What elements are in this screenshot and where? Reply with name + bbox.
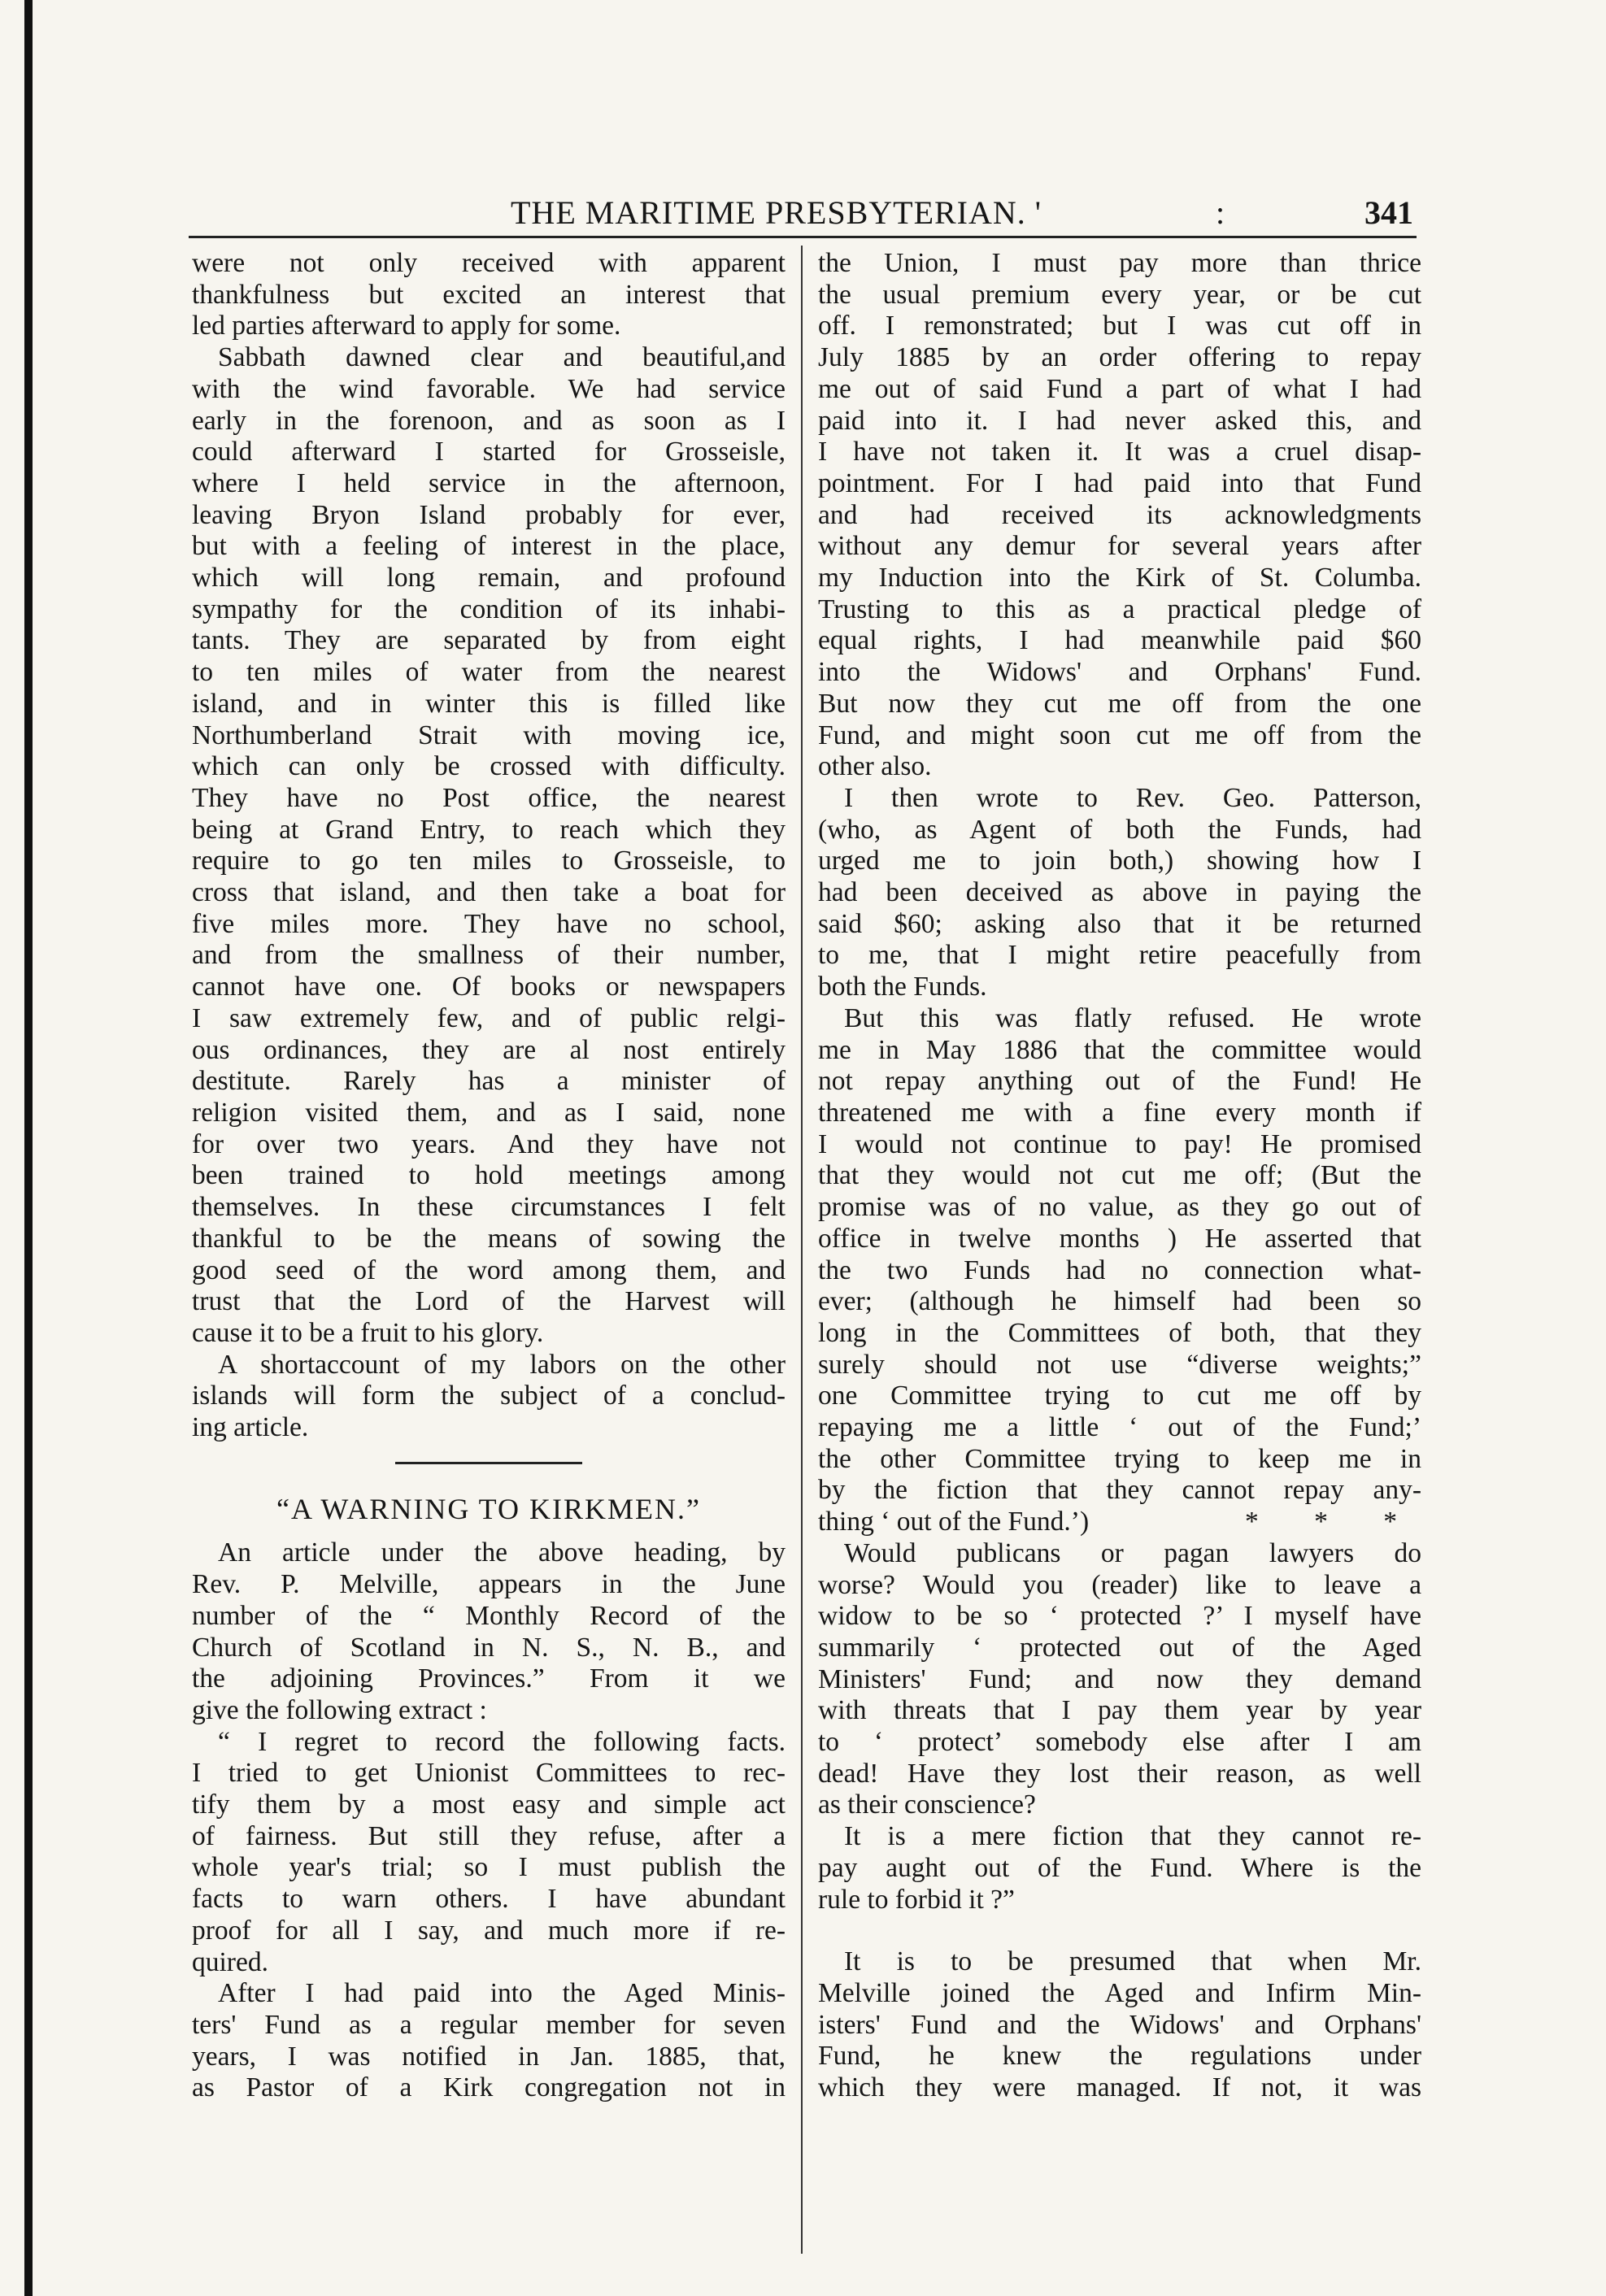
text-line: were not only received with apparent bbox=[192, 248, 786, 278]
text-line: Trusting to this as a practical pledge of bbox=[818, 594, 1421, 624]
text-line: to ‘ protect’ somebody else after I am bbox=[818, 1727, 1421, 1758]
text-line: “ I regret to record the following facts. bbox=[218, 1726, 786, 1757]
text-line: pointment. For I had paid into that Fund bbox=[818, 467, 1421, 498]
text-line: could afterward I started for Grosseisle, bbox=[192, 437, 786, 467]
text-line: to me, that I might retire peacefully from bbox=[818, 940, 1421, 971]
text-line: of fairness. But still they refuse, after a bbox=[192, 1820, 786, 1851]
paragraph-gap bbox=[818, 1916, 1421, 1946]
text-line: ters' Fund as a regular member for seven bbox=[192, 2009, 786, 2040]
text-line: thankful to be the means of sowing the bbox=[192, 1223, 786, 1254]
text-line: An article under the above heading, by bbox=[218, 1537, 786, 1568]
text-line: Melville joined the Aged and Infirm Min- bbox=[818, 1977, 1421, 2008]
text-line: religion visited them, and as I said, none bbox=[192, 1097, 786, 1128]
text-line: had been deceived as above in paying the bbox=[818, 877, 1421, 908]
text-line: without any demur for several years after bbox=[818, 531, 1421, 562]
text-line: good seed of the word among them, and bbox=[192, 1255, 786, 1285]
text-line: which they were managed. If not, it was bbox=[818, 2072, 1421, 2103]
text-line: me out of said Fund a part of what I had bbox=[818, 373, 1421, 404]
text-line: summarily ‘ protected out of the Aged bbox=[818, 1632, 1421, 1663]
text-line: island, and in winter this is filled like bbox=[192, 688, 786, 719]
text-line: ous ordinances, they are al nost entirely bbox=[192, 1034, 786, 1065]
text-line: islands will form the subject of a conclud- bbox=[192, 1381, 786, 1411]
text-line: dead! Have they lost their reason, as well bbox=[818, 1758, 1421, 1789]
text-line: with the wind favorable. We had service bbox=[192, 373, 786, 404]
text-line: surely should not use “diverse weights;” bbox=[818, 1349, 1421, 1380]
text-line: Would publicans or pagan lawyers do bbox=[844, 1537, 1421, 1568]
text-line: tify them by a most easy and simple act bbox=[192, 1789, 786, 1820]
text-line: one Committee trying to cut me off by bbox=[818, 1381, 1421, 1411]
text-line: five miles more. They have no school, bbox=[192, 908, 786, 939]
text-line: off. I remonstrated; but I was cut off in bbox=[818, 311, 1421, 341]
text-line: After I had paid into the Aged Minis- bbox=[218, 1978, 786, 2009]
text-line: the adjoining Provinces.” From it we bbox=[192, 1663, 786, 1694]
text-line: promise was of no value, as they go out of bbox=[818, 1192, 1421, 1223]
text-line: themselves. In these circumstances I felt bbox=[192, 1192, 786, 1223]
text-line: Ministers' Fund; and now they demand bbox=[818, 1663, 1421, 1694]
header-rule bbox=[189, 236, 1417, 238]
running-head bbox=[194, 194, 1413, 231]
paragraph bbox=[192, 1350, 786, 1444]
text-line: pay aught out of the Fund. Where is the bbox=[818, 1852, 1421, 1883]
text-line: leaving Bryon Island probably for ever, bbox=[192, 499, 786, 530]
text-line: But now they cut me off from the one bbox=[818, 688, 1421, 719]
text-line: paid into it. I had never asked this, and bbox=[818, 405, 1421, 436]
ellipsis-stars: * * * bbox=[1245, 1507, 1421, 1537]
text-line: thankfulness but excited an interest that bbox=[192, 279, 786, 310]
left-column bbox=[192, 248, 786, 2104]
text-line: A shortaccount of my labors on the other bbox=[218, 1349, 786, 1380]
paragraph bbox=[818, 1821, 1421, 1916]
text-line: They have no Post office, the nearest bbox=[192, 782, 786, 813]
text-line: ever; (although he himself had been so bbox=[818, 1286, 1421, 1317]
text-line: other also. bbox=[818, 751, 932, 782]
text-line: I saw extremely few, and of public relgi- bbox=[192, 1002, 786, 1033]
text-line: my Induction into the Kirk of St. Columba. bbox=[818, 563, 1421, 594]
text-line: and from the smallness of their number, bbox=[192, 940, 786, 971]
text-line: Fund, and might soon cut me off from the bbox=[818, 720, 1421, 750]
text-line: rule to forbid it ?” bbox=[818, 1884, 1015, 1915]
text-line: Rev. P. Melville, appears in the June bbox=[192, 1569, 786, 1600]
text-line: long in the Committees of both, that they bbox=[818, 1317, 1421, 1348]
text-line: both the Funds. bbox=[818, 972, 987, 1002]
section-rule bbox=[395, 1462, 582, 1464]
text-line: me in May 1886 that the committee would bbox=[818, 1034, 1421, 1065]
text-line: Sabbath dawned clear and beautiful,and bbox=[218, 342, 786, 373]
text-line: cause it to be a fruit to his glory. bbox=[192, 1317, 544, 1348]
paragraph bbox=[192, 342, 786, 1350]
text-line: destitute. Rarely has a minister of bbox=[192, 1066, 786, 1097]
text-line: early in the forenoon, and as soon as I bbox=[192, 405, 786, 436]
text-line: cannot have one. Of books or newspapers bbox=[192, 972, 786, 1002]
text-line: tants. They are separated by from eight bbox=[192, 625, 786, 656]
text-line: years, I was notified in Jan. 1885, that, bbox=[192, 2041, 786, 2072]
paragraph bbox=[818, 248, 1421, 783]
text-line: It is to be presumed that when Mr. bbox=[844, 1946, 1421, 1977]
text-line: sympathy for the condition of its inhabi- bbox=[192, 594, 786, 624]
text-line: worse? Would you (reader) like to leave a bbox=[818, 1569, 1421, 1600]
text-line bbox=[818, 1507, 1421, 1538]
text-line: July 1885 by an order offering to repay bbox=[818, 342, 1421, 373]
text-line: isters' Fund and the Widows' and Orphans' bbox=[818, 2009, 1421, 2040]
text-line: where I held service in the afternoon, bbox=[192, 467, 786, 498]
text-line: not repay anything out of the Fund! He bbox=[818, 1066, 1421, 1097]
text-line: facts to warn others. I have abundant bbox=[192, 1884, 786, 1915]
column-divider bbox=[801, 246, 803, 2254]
text-line: by the fiction that they cannot repay any- bbox=[818, 1475, 1421, 1506]
text-line: (who, as Agent of both the Funds, had bbox=[818, 814, 1421, 845]
text-line: the usual premium every year, or be cut bbox=[818, 279, 1421, 310]
text-line: the two Funds had no connection what- bbox=[818, 1255, 1421, 1285]
text-line: I tried to get Unionist Committees to rec- bbox=[192, 1758, 786, 1789]
text-line: Church of Scotland in N. S., N. B., and bbox=[192, 1632, 786, 1663]
paragraph bbox=[818, 1003, 1421, 1538]
text-line: widow to be so ‘ protected ?’ I myself have bbox=[818, 1601, 1421, 1632]
text-line: been trained to hold meetings among bbox=[192, 1160, 786, 1191]
text-line: I have not taken it. It was a cruel disap- bbox=[818, 437, 1421, 467]
text-line: proof for all I say, and much more if re- bbox=[192, 1915, 786, 1946]
paragraph bbox=[818, 1538, 1421, 1821]
text-line: which will long remain, and profound bbox=[192, 563, 786, 594]
text-line: the Union, I must pay more than thrice bbox=[818, 248, 1421, 278]
text-line: with threats that I pay them year by year bbox=[818, 1695, 1421, 1726]
journal-title: THE MARITIME PRESBYTERIAN. ' bbox=[511, 194, 1042, 231]
text-line: but with a feeling of interest in the place, bbox=[192, 531, 786, 562]
text-line: give the following extract : bbox=[192, 1694, 487, 1725]
text-line: equal rights, I had meanwhile paid $60 bbox=[818, 625, 1421, 656]
text-line: Fund, he knew the regulations under bbox=[818, 2041, 1421, 2072]
text-line: Northumberland Strait with moving ice, bbox=[192, 720, 786, 750]
right-column bbox=[818, 248, 1421, 2104]
text-line: require to go ten miles to Grosseisle, to bbox=[192, 846, 786, 876]
text-line: for over two years. And they have not bbox=[192, 1128, 786, 1159]
paragraph bbox=[818, 783, 1421, 1003]
text-line: I would not continue to pay! He promised bbox=[818, 1128, 1421, 1159]
paragraph bbox=[192, 248, 786, 342]
text-line: It is a mere fiction that they cannot re- bbox=[844, 1821, 1421, 1852]
text-line: ing article. bbox=[192, 1412, 309, 1443]
text-line: which can only be crossed with difficulty. bbox=[192, 751, 786, 782]
text-line: quired. bbox=[192, 1946, 268, 1977]
paragraph bbox=[192, 1727, 786, 1979]
text-line: that they would not cut me off; (But the bbox=[818, 1160, 1421, 1191]
binding-edge bbox=[24, 0, 33, 2296]
text-line: led parties afterward to apply for some. bbox=[192, 311, 621, 341]
text-line: being at Grand Entry, to reach which they bbox=[192, 814, 786, 845]
paragraph bbox=[192, 1537, 786, 1726]
text-line: the other Committee trying to keep me in bbox=[818, 1443, 1421, 1474]
text-line: as Pastor of a Kirk congregation not in bbox=[192, 2072, 786, 2103]
text-line: to ten miles of water from the nearest bbox=[192, 657, 786, 688]
text-line: office in twelve months ) He asserted that bbox=[818, 1223, 1421, 1254]
text-line: repaying me a little ‘ out of the Fund;’ bbox=[818, 1412, 1421, 1443]
text-line: as their conscience? bbox=[818, 1789, 1036, 1820]
paragraph bbox=[818, 1946, 1421, 2104]
text-line: threatened me with a fine every month if bbox=[818, 1097, 1421, 1128]
text-line: urged me to join both,) showing how I bbox=[818, 846, 1421, 876]
text-line: cross that island, and then take a boat for bbox=[192, 877, 786, 908]
text-line: said $60; asking also that it be returned bbox=[818, 908, 1421, 939]
text-line: and had received its acknowledgments bbox=[818, 499, 1421, 530]
text-line: whole year's trial; so I must publish the bbox=[192, 1852, 786, 1883]
header-colon: : bbox=[1216, 194, 1225, 231]
article-heading: “A WARNING TO KIRKMEN.” bbox=[276, 1492, 701, 1525]
text-line-end: thing ‘ out of the Fund.’) bbox=[818, 1507, 1090, 1537]
page-number: 341 bbox=[1364, 194, 1413, 231]
text-line: I then wrote to Rev. Geo. Patterson, bbox=[844, 782, 1421, 813]
text-line: trust that the Lord of the Harvest will bbox=[192, 1286, 786, 1317]
text-line: But this was flatly refused. He wrote bbox=[844, 1002, 1421, 1033]
text-line: into the Widows' and Orphans' Fund. bbox=[818, 657, 1421, 688]
text-line: number of the “ Monthly Record of the bbox=[192, 1600, 786, 1631]
paragraph bbox=[192, 1978, 786, 2104]
